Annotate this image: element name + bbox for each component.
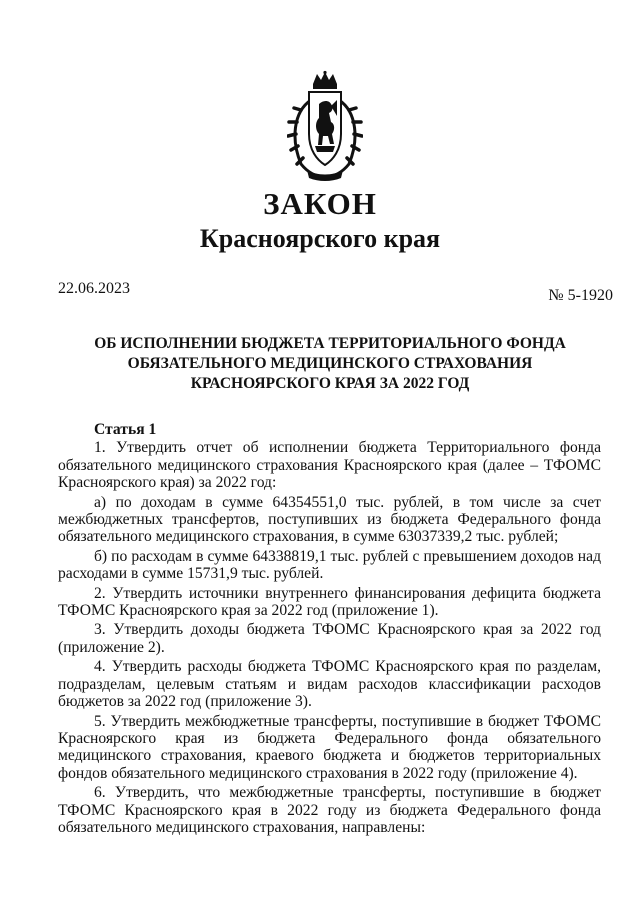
paragraph: 2. Утвердить источники внутреннего финансирования дефицита бюджета ТФОМС Красноярского края за 2022 год (приложение 1).: [58, 584, 601, 620]
paragraph: 3. Утвердить доходы бюджета ТФОМС Красноярского края за 2022 год (приложение 2).: [58, 621, 601, 656]
article-title: Статья 1: [94, 421, 157, 438]
paragraph: 6. Утвердить, что межбюджетные трансферты, поступившие в бюджет ТФОМС Красноярского края в 2022 году из бюджета Федерального фонда обязательного медицинского страхования, направлены:: [58, 784, 601, 836]
paragraph: а) по доходам в сумме 64354551,0 тыс. рублей, в том числе за счет межбюджетных трансфертов, поступивших из бюджета Федерального фонда обязательного медицинского страхования, в сумме 63037339,2 тыс. рублей;: [58, 493, 601, 546]
paragraph: 1. Утвердить отчет об исполнении бюджета Территориального фонда обязательного медицинского страхования Красноярского края (далее – ТФОМС Красноярского края) за 2022 год:: [58, 439, 601, 492]
law-heading-line: КРАСНОЯРСКОГО КРАЯ ЗА 2022 ГОД: [190, 375, 470, 392]
document-body: [58, 421, 601, 838]
paragraph: 4. Утвердить расходы бюджета ТФОМС Красноярского края по разделам, подразделам, целевым статьям и видам расходов классификации расходов бюджетов за 2022 год (приложение 3).: [58, 658, 601, 711]
paragraph: б) по расходам в сумме 64338819,1 тыс. рублей с превышением доходов над расходами в сумме 15731,9 тыс. рублей.: [58, 547, 601, 583]
law-heading: [60, 334, 600, 394]
document-title: ЗАКОН: [263, 186, 377, 221]
paragraph: 5. Утвердить межбюджетные трансферты, поступившие в бюджет ТФОМС Красноярского края из бюджета Федерального фонда обязательного медицинского страхования, краевого бюджета и бюджетов территориальных фондов обязательного медицинского страхования в 2022 году (приложение 4).: [58, 712, 601, 782]
document-subtitle: Красноярского края: [199, 224, 441, 253]
document-date: 22.06.2023: [58, 280, 130, 297]
law-heading-line: ОБЯЗАТЕЛЬНОГО МЕДИЦИНСКОГО СТРАХОВАНИЯ: [127, 355, 533, 372]
document-number: № 5-1920: [548, 287, 613, 304]
coat-of-arms-icon: [287, 70, 363, 182]
law-heading-line: ОБ ИСПОЛНЕНИИ БЮДЖЕТА ТЕРРИТОРИАЛЬНОГО ФОНДА: [94, 335, 566, 352]
